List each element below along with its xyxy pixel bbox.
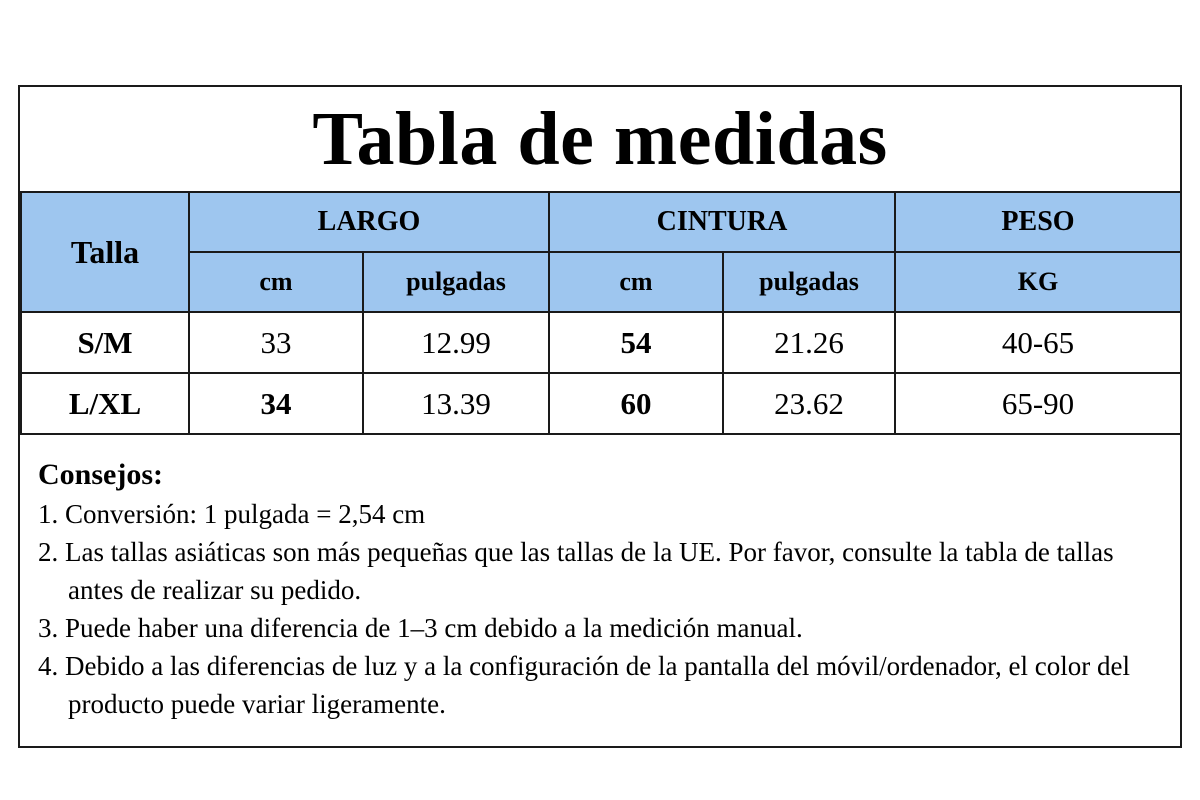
tips-heading: Consejos: [38,458,163,491]
unit-header: pulgadas [723,252,895,312]
table-row [21,373,1181,434]
size-table [20,191,1182,435]
chart-title: Tabla de medidas [312,96,888,181]
table-header-row [21,192,1181,252]
cintura-header: CINTURA [549,192,895,252]
unit-header: cm [189,252,363,312]
peso-cell: 40-65 [895,312,1181,373]
largo-in-cell: 13.39 [363,373,549,434]
largo-in-cell: 12.99 [363,312,549,373]
unit-header: pulgadas [363,252,549,312]
table-row [21,312,1181,373]
unit-header: KG [895,252,1181,312]
tips-section [38,455,1168,723]
table-unit-row [21,252,1181,312]
peso-cell: 65-90 [895,373,1181,434]
tip-item: 3. Puede haber una diferencia de 1–3 cm debido a la medición manual. [38,613,803,643]
tip-item: 2. Las tallas asiáticas son más pequeñas que las tallas de la UE. Por favor, consulte la tabla de tallas antes de realizar su pedido. [38,537,1114,605]
tip-item: 1. Conversión: 1 pulgada = 2,54 cm [38,499,426,529]
tip-item: 4. Debido a las diferencias de luz y a la configuración de la pantalla del móvil/ordenador, el color del producto puede variar ligeramente. [38,651,1130,719]
talla-header: Talla [21,192,189,312]
cintura-cm-cell: 60 [549,373,723,434]
cintura-in-cell: 23.62 [723,373,895,434]
unit-header: cm [549,252,723,312]
largo-header: LARGO [189,192,549,252]
size-cell: S/M [21,312,189,373]
size-chart [18,85,1182,748]
largo-cm-cell: 34 [189,373,363,434]
largo-cm-cell: 33 [189,312,363,373]
cintura-cm-cell: 54 [549,312,723,373]
cintura-in-cell: 21.26 [723,312,895,373]
peso-header: PESO [895,192,1181,252]
size-cell: L/XL [21,373,189,434]
